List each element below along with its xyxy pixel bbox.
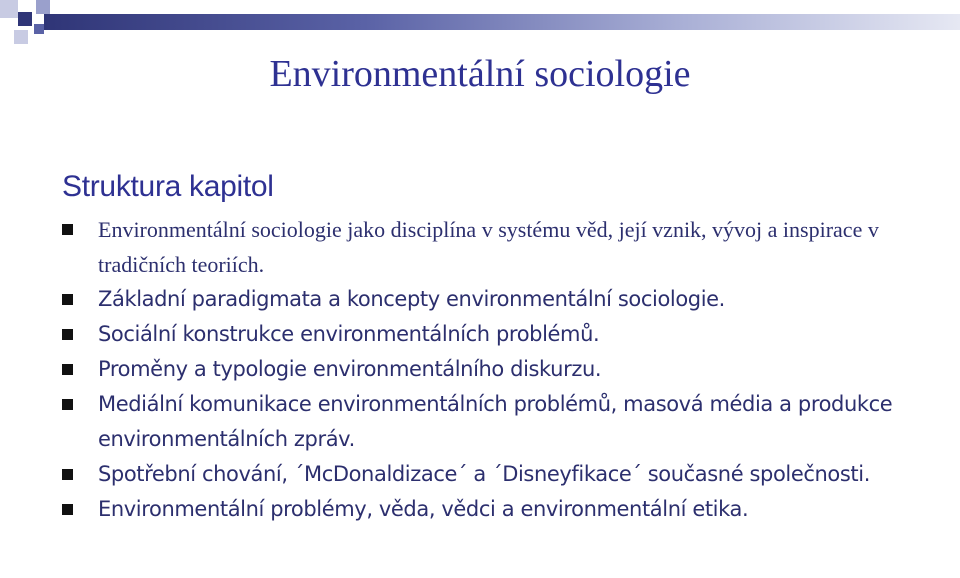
list-item-text: Mediální komunikace environmentálních problémů, masová média a produkce environmentálních zpráv. bbox=[98, 392, 893, 451]
list-item bbox=[62, 282, 932, 317]
square-bullet-icon bbox=[62, 399, 73, 410]
decor-square bbox=[0, 0, 18, 18]
section-heading: Struktura kapitol bbox=[62, 170, 274, 203]
list-item-text: Sociální konstrukce environmentálních problémů. bbox=[98, 322, 600, 346]
list-item bbox=[62, 352, 932, 387]
square-bullet-icon bbox=[62, 469, 73, 480]
list-item-text: Základní paradigmata a koncepty environmentální sociologie. bbox=[98, 287, 725, 311]
square-bullet-icon bbox=[62, 504, 73, 515]
list-item-text: Spotřební chování, ´McDonaldizace´ a ´Disneyfikace´ současné společnosti. bbox=[98, 462, 870, 486]
list-item bbox=[62, 212, 932, 282]
list-item bbox=[62, 317, 932, 352]
square-bullet-icon bbox=[62, 364, 73, 375]
decor-square bbox=[14, 30, 28, 44]
decor-square bbox=[36, 0, 50, 14]
decor-square bbox=[18, 12, 32, 26]
list-item bbox=[62, 387, 932, 457]
list-item bbox=[62, 457, 932, 492]
square-bullet-icon bbox=[62, 329, 73, 340]
slide-title: Environmentální sociologie bbox=[269, 53, 691, 95]
header-gradient-bar bbox=[44, 14, 960, 30]
square-bullet-icon bbox=[62, 224, 73, 235]
list-item-text: Environmentální problémy, věda, vědci a environmentální etika. bbox=[98, 497, 749, 521]
list-item bbox=[62, 492, 932, 527]
list-item-text: Environmentální sociologie jako disciplína v systému věd, její vznik, vývoj a inspirace v tradičních teoriích. bbox=[98, 217, 879, 277]
decor-square bbox=[34, 24, 44, 34]
list-item-text: Proměny a typologie environmentálního diskurzu. bbox=[98, 357, 602, 381]
square-bullet-icon bbox=[62, 294, 73, 305]
bullet-list bbox=[62, 212, 932, 527]
